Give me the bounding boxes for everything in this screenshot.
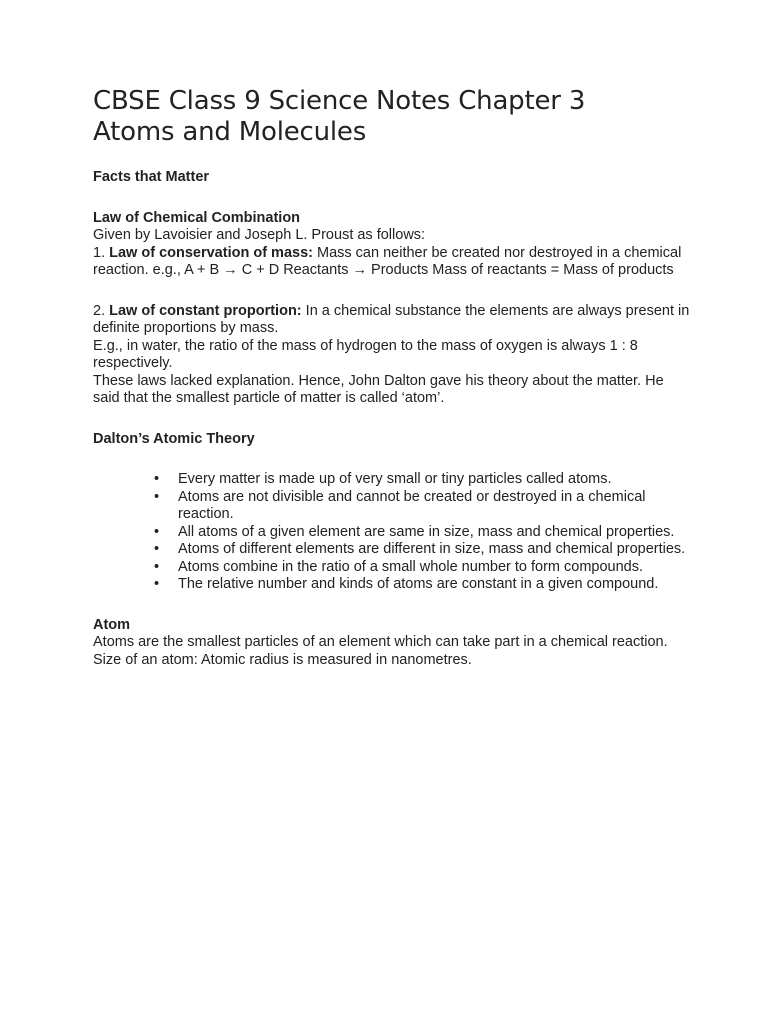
dalton-points-list [93,471,693,594]
law-conservation-of-mass [93,245,693,280]
list-item [154,523,693,542]
bullet-icon: • [154,488,160,505]
facts-heading: Facts that Matter [93,169,210,185]
list-item [154,558,693,577]
bullet-icon: • [154,523,160,540]
list-item [154,541,693,559]
daltons-atomic-theory-section [93,431,693,594]
list-item-text: All atoms of a given element are same in size, mass and chemical properties. [178,523,675,540]
water-example: E.g., in water, the ratio of the mass of hydrogen to the mass of oxygen is always 1 : 8 respectively. [93,337,638,371]
law-constant-label: Law of constant proportion: [109,302,302,319]
atom-section [93,617,693,670]
dalton-heading: Dalton’s Atomic Theory [93,430,255,447]
item-number: 2. [93,302,106,319]
atom-size: Size of an atom: Atomic radius is measured in nanometres. [93,651,472,668]
law-constant-text: In a chemical substance the elements are always present in definite proportions by mass. [93,302,690,336]
bullet-icon: • [154,558,160,575]
atom-definition: Atoms are the smallest particles of an element which can take part in a chemical reaction. [93,634,668,650]
page-title [93,86,693,148]
list-item-text: Atoms of different elements are different in size, mass and chemical properties. [178,541,686,557]
item-number: 1. [93,244,106,261]
law-combination-intro: Given by Lavoisier and Joseph L. Proust as follows: [93,227,426,243]
law-of-chemical-combination-section [93,210,693,408]
title-line-2: Atoms and Molecules [93,117,367,147]
bullet-icon: • [154,541,160,557]
bullet-icon: • [154,576,160,592]
list-item-text: Atoms combine in the ratio of a small whole number to form compounds. [178,558,644,575]
list-item [154,488,693,524]
document-page [93,86,693,669]
list-item-text: Atoms are not divisible and cannot be created or destroyed in a chemical reaction. [178,488,646,522]
list-item-text: Every matter is made up of very small or tiny particles called atoms. [178,471,612,487]
law-constant-proportion [93,303,693,338]
list-item-text: The relative number and kinds of atoms are constant in a given compound. [178,576,659,592]
title-line-1: CBSE Class 9 Science Notes Chapter 3 [93,86,586,116]
list-item [154,471,693,489]
laws-conclusion: These laws lacked explanation. Hence, John Dalton gave his theory about the matter. He said that the smallest particle of matter is called ‘atom’. [93,372,664,406]
list-item [154,576,693,594]
law-combination-heading: Law of Chemical Combination [93,209,301,226]
atom-heading: Atom [93,616,131,633]
law-conservation-text: Mass can neither be created nor destroyed in a chemical reaction. e.g., A + B → C + D Reactants → Products Mass of reactants = Mass of products [93,244,682,278]
law-conservation-label: Law of conservation of mass: [109,244,313,261]
bullet-icon: • [154,471,160,487]
